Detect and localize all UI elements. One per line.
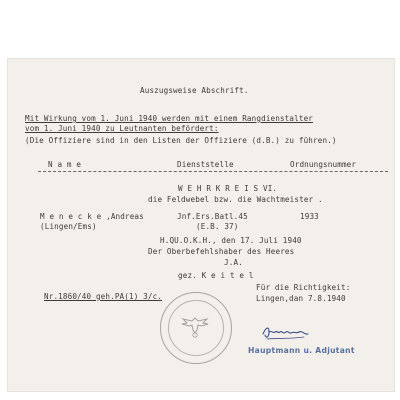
certified-line-1: Für die Richtigkeit:: [256, 283, 351, 292]
column-header-number: Ordnungsnummer: [290, 160, 357, 169]
column-header-name: N a m e: [48, 160, 82, 169]
entry-place: (Lingen/Ems): [40, 222, 97, 231]
signed-line: gez. K e i t e l: [178, 271, 254, 280]
certified-line-2: Lingen,dan 7.8.1940: [256, 294, 346, 303]
handwritten-signature: [260, 322, 312, 346]
eagle-seal-icon: [179, 312, 211, 338]
official-seal-stamp: [160, 292, 232, 364]
hq-line: H.QU.O.K.H., den 17. Juli 1940: [160, 236, 302, 245]
section-title: W E H R K R E I S VI.: [178, 184, 278, 193]
header-divider: [38, 171, 388, 172]
entry-unit-sub: (E.B. 37): [196, 222, 239, 231]
officer-rank-stamp: Hauptmann u. Adjutant: [248, 346, 355, 355]
reference-number: Nr.1860/40 geh.PA(1) 3/c.: [44, 292, 163, 301]
section-subtitle: die Feldwebel bzw. die Wachtmeister .: [148, 195, 323, 204]
column-header-unit: Dienststelle: [177, 160, 234, 169]
document-heading: Auszugsweise Abschrift.: [140, 86, 249, 95]
entry-order-number: 1933: [300, 212, 319, 221]
commander-line: Der Oberbefehlshaber des Heeres: [148, 247, 295, 256]
entry-unit: Jnf.Ers.Batl.45: [177, 212, 248, 221]
intro-line-2: vom 1. Juni 1940 zu Leutnanten befördert:: [25, 124, 219, 133]
entry-name: M e n e c k e ,Andreas: [40, 212, 144, 221]
intro-line-1: Mit Wirkung vom 1. Juni 1940 werden mit einem Rangdienstalter: [25, 114, 314, 123]
ia-line: J.A.: [224, 258, 243, 267]
intro-line-3: (Die Offiziere sind in den Listen der Offiziere (d.B.) zu führen.): [25, 136, 337, 145]
